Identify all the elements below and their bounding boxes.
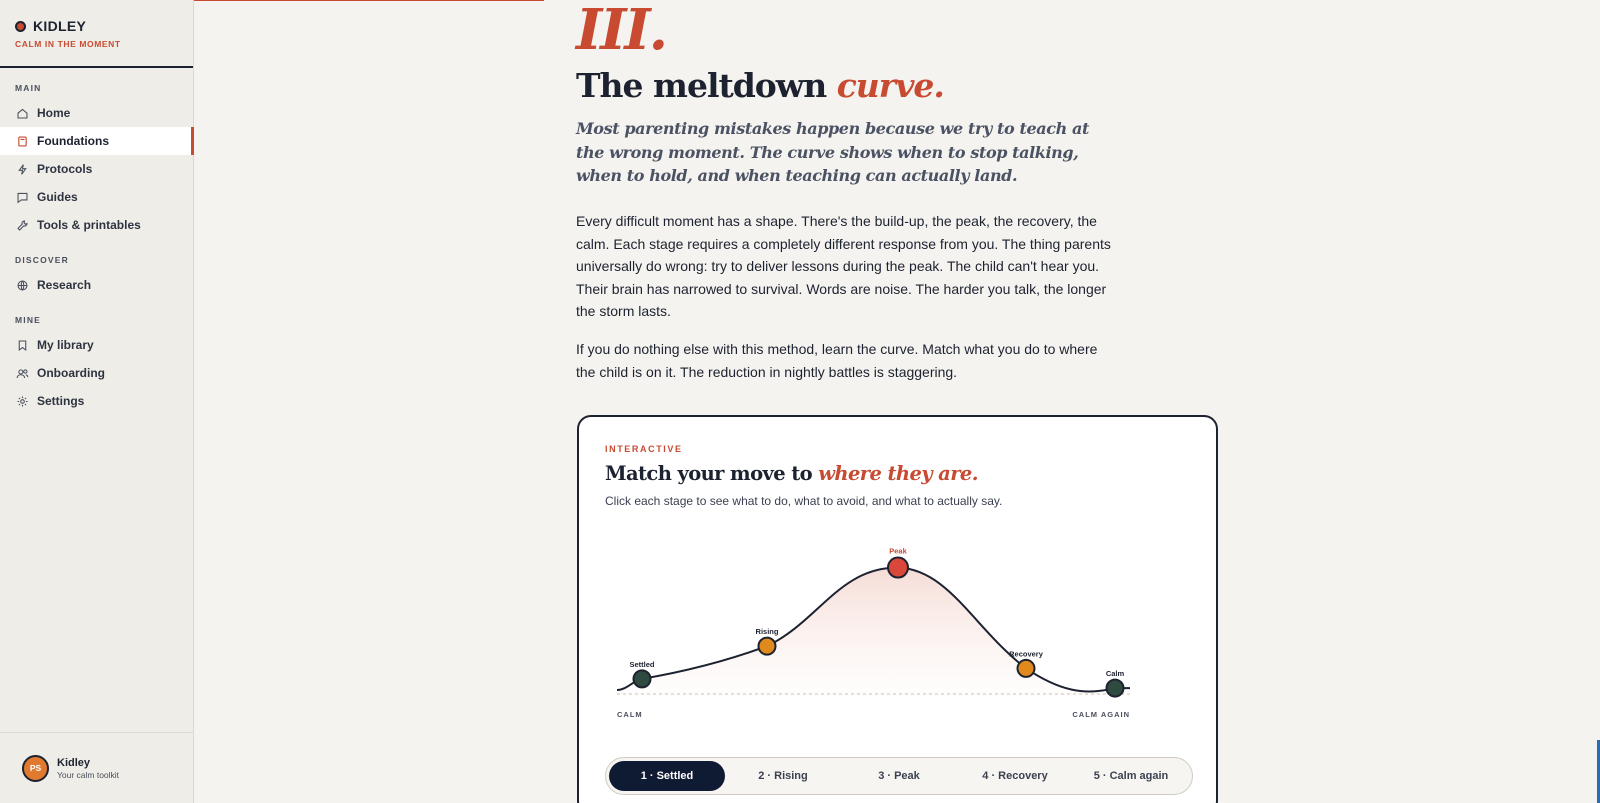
card-kicker: INTERACTIVE (605, 444, 683, 454)
sidebar-item-home[interactable] (0, 99, 193, 127)
stage-selector (605, 757, 1193, 795)
page-title-main: The meltdown (576, 66, 827, 105)
stage-marker-peak[interactable] (888, 558, 908, 578)
sidebar-item-settings[interactable] (0, 387, 193, 415)
sidebar-item-foundations[interactable] (0, 127, 193, 155)
book-icon (16, 135, 29, 148)
users-icon (16, 367, 29, 380)
stage-marker-calm[interactable] (1107, 680, 1124, 697)
user-profile[interactable] (0, 732, 193, 803)
stage-marker-recovery[interactable] (1018, 660, 1035, 677)
article-paragraph-2: If you do nothing else with this method, learn the curve. Match what you do to where the child is on it. The reduction in nightly battles is staggering. (576, 341, 1098, 380)
sidebar-item-label: Tools & printables (37, 218, 141, 232)
user-subtitle: Your calm toolkit (57, 769, 120, 780)
nav-heading-main: MAIN (15, 83, 42, 93)
nav-section-mine (0, 315, 193, 415)
sidebar-item-label: My library (37, 338, 94, 352)
nav-heading-discover: DISCOVER (15, 255, 69, 265)
sidebar-item-label: Settings (37, 394, 85, 408)
chapter-numeral: III. (576, 0, 667, 63)
card-subtitle: Click each stage to see what to do, what to avoid, and what to actually say. (605, 494, 1003, 508)
bolt-icon (16, 163, 29, 176)
stage-label-settled: Settled (629, 659, 655, 669)
card-title-main: Match your move to (605, 462, 813, 485)
axis-start-label: CALM (617, 710, 643, 719)
card-title (605, 462, 978, 485)
article-paragraph-1: Every difficult moment has a shape. There's the build-up, the peak, the recovery, the calm. Each stage requires a completely different response from you. The thing parents universally do wrong: try to deliver lessons during the peak. The child can't hear you. Their brain has narrowed to survival. Words are noise. The harder you talk, the longer the storm lasts. (576, 213, 1111, 319)
page-title (576, 66, 944, 105)
stage-tab-rising[interactable]: 2 · Rising (758, 770, 808, 782)
stage-tab-settled[interactable]: 1 · Settled (609, 761, 725, 791)
meltdown-curve-chart (579, 522, 1216, 722)
stage-tab-calm-again[interactable]: 5 · Calm again (1093, 770, 1169, 782)
home-icon (16, 107, 29, 120)
sidebar-item-protocols[interactable] (0, 155, 193, 183)
nav-section-discover (0, 255, 193, 299)
stage-label-rising: Rising (755, 627, 779, 637)
brand (0, 0, 193, 68)
stage-tab-recovery[interactable]: 4 · Recovery (982, 770, 1048, 782)
page-title-accent: curve. (836, 66, 944, 105)
sidebar-item-research[interactable] (0, 271, 193, 299)
main-content (194, 0, 1600, 803)
bookmark-icon (16, 339, 29, 352)
sidebar-item-label: Foundations (37, 134, 109, 148)
stage-marker-settled[interactable] (634, 670, 651, 687)
sidebar-item-label: Home (37, 106, 71, 120)
stage-label-recovery: Recovery (1009, 649, 1043, 659)
sidebar-item-tools[interactable] (0, 211, 193, 239)
globe-icon (16, 279, 29, 292)
stage-label-peak: Peak (889, 546, 907, 556)
sidebar-item-onboarding[interactable] (0, 359, 193, 387)
sidebar-item-guides[interactable] (0, 183, 193, 211)
axis-end-label: CALM AGAIN (1072, 710, 1130, 719)
avatar: PS (22, 755, 49, 782)
sidebar-item-label: Protocols (37, 162, 93, 176)
curve-fill (617, 568, 1130, 697)
stage-marker-rising[interactable] (759, 638, 776, 655)
gear-icon (16, 395, 29, 408)
nav-heading-mine: MINE (15, 315, 42, 325)
brand-logo-icon (15, 21, 26, 32)
sidebar-item-library[interactable] (0, 331, 193, 359)
card-title-accent: where they are. (818, 462, 978, 485)
sidebar-item-label: Guides (37, 190, 78, 204)
brand-tagline: CALM IN THE MOMENT (15, 39, 121, 49)
wrench-icon (16, 219, 29, 232)
nav-section-main (0, 83, 193, 239)
stage-label-calm: Calm (1105, 669, 1125, 679)
sidebar-item-label: Research (37, 278, 92, 292)
sidebar (0, 0, 194, 803)
article-lede: Most parenting mistakes happen because we try to teach at the wrong moment. The curve shows when to stop talking, when to hold, and when teaching can actually land. (576, 119, 1089, 185)
stage-tab-peak[interactable]: 3 · Peak (878, 770, 920, 782)
brand-name[interactable]: KIDLEY (33, 18, 87, 34)
chat-icon (16, 191, 29, 204)
interactive-curve-card (577, 415, 1218, 803)
sidebar-item-label: Onboarding (37, 366, 105, 380)
user-name: Kidley (57, 756, 91, 769)
